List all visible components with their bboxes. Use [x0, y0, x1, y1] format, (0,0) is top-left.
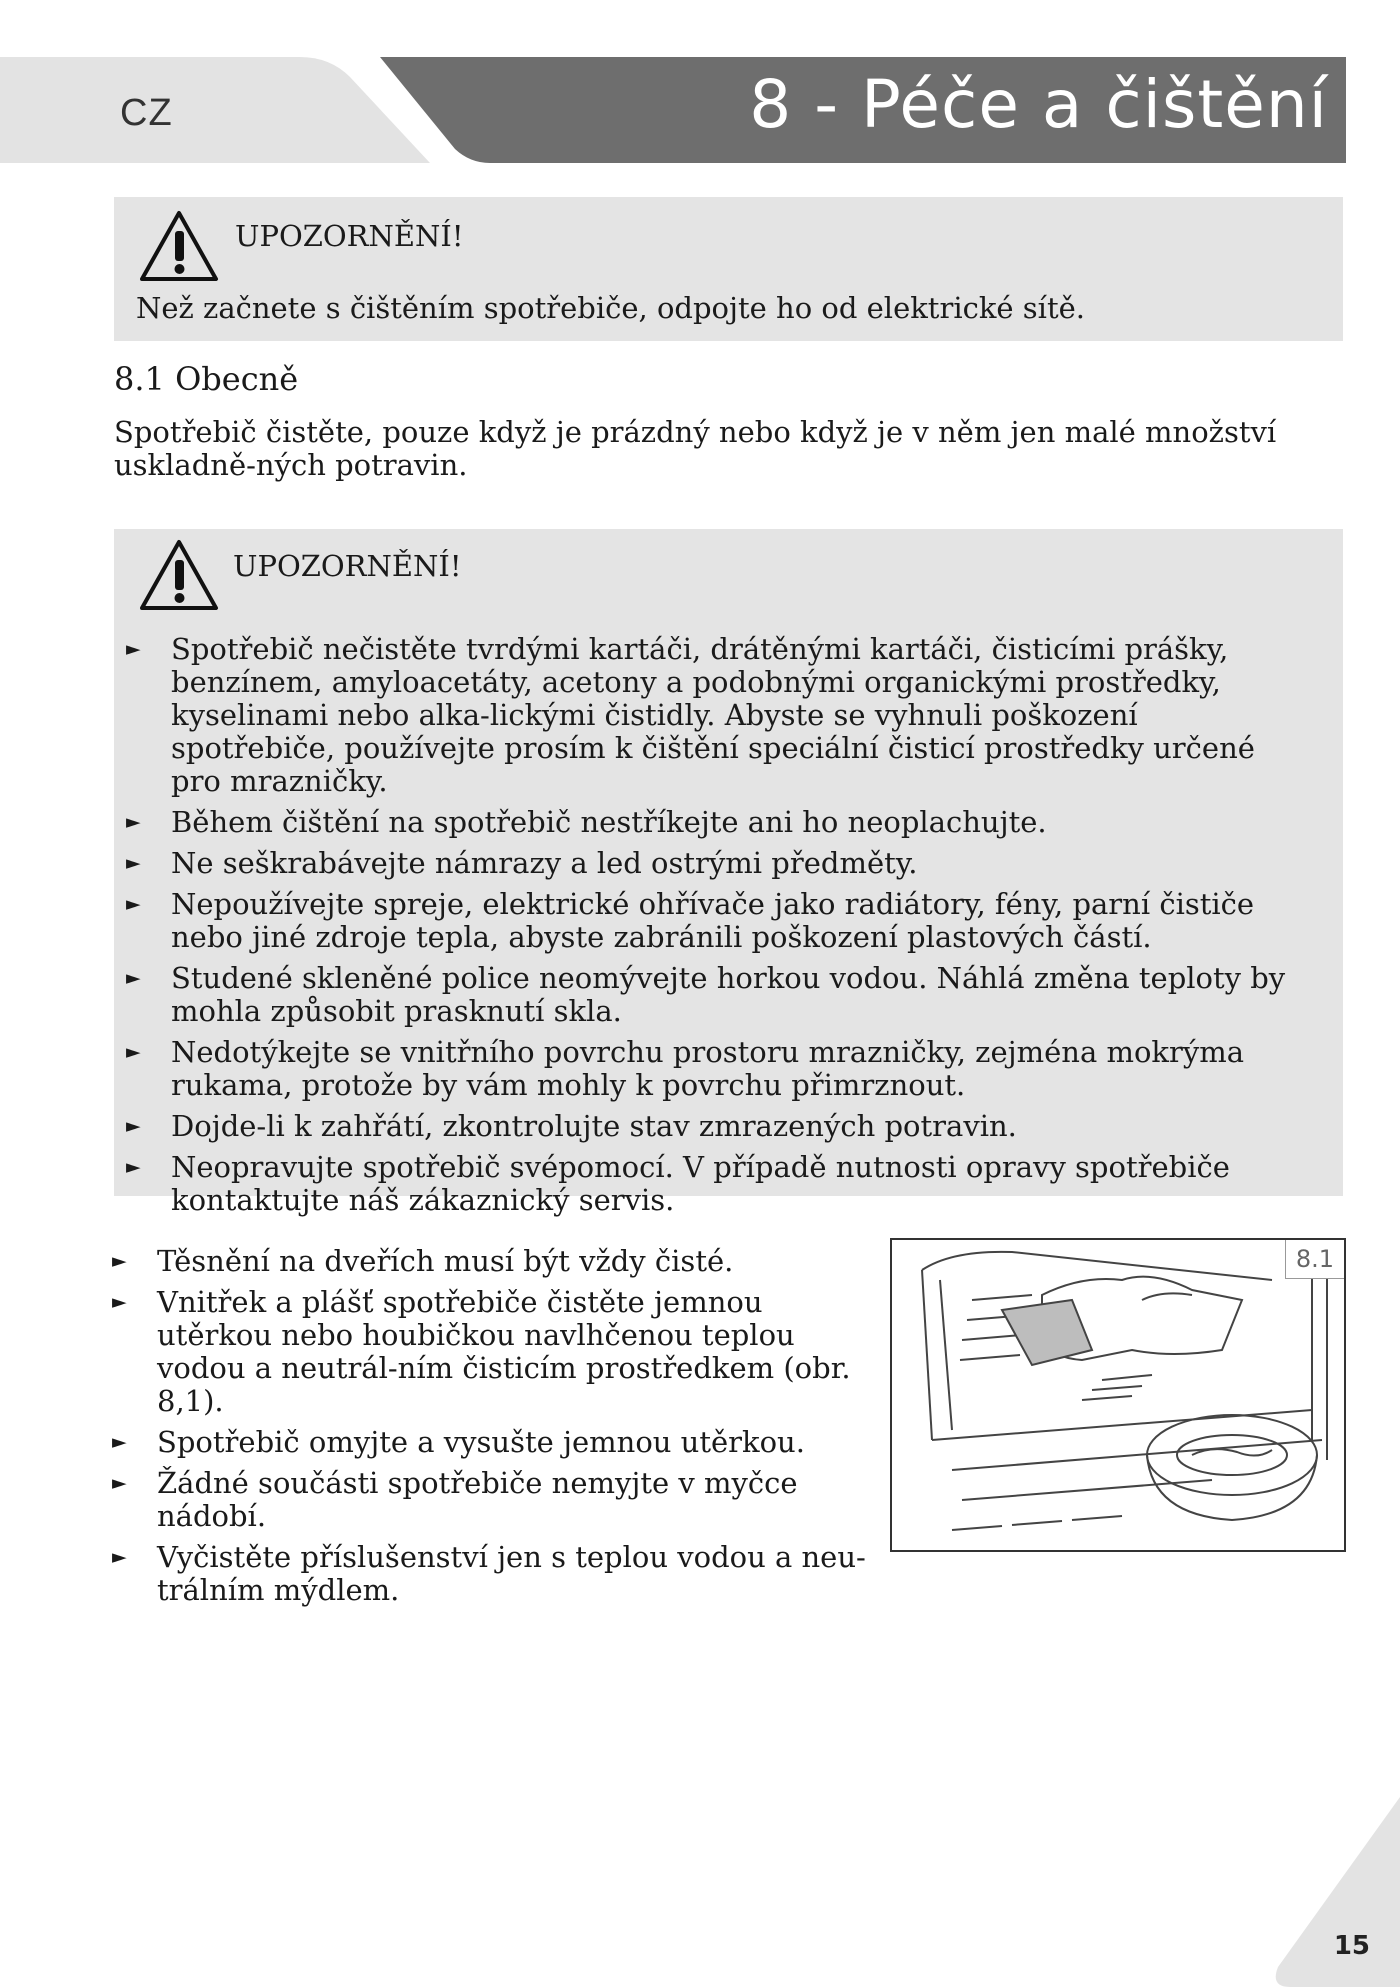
list-item: ► Žádné součásti spotřebiče nemyjte v myčce nádobí. — [100, 1467, 870, 1533]
figure-cleaning-illustration — [890, 1238, 1346, 1552]
list-item: ► Vyčistěte příslušenství jen s teplou vodou a neu-trálním mýdlem. — [100, 1541, 870, 1607]
cleaning-hand-sponge-illustration — [892, 1240, 1344, 1550]
list-item: ► Nepoužívejte spreje, elektrické ohřívače jako radiátory, fény, parní čističe nebo jiné zdroje tepla, abyste zabránili poškození plastových částí. — [114, 888, 1309, 954]
warning-list — [114, 633, 1309, 1225]
chapter-title: 8 - Péče a čištění — [749, 66, 1328, 143]
list-item: ► Dojde-li k zahřátí, zkontrolujte stav zmrazených potravin. — [114, 1110, 1309, 1143]
section-title: 8.1 Obecně — [114, 360, 299, 398]
list-item: ► Spotřebič nečistěte tvrdými kartáči, drátěnými kartáči, čisticími prášky, benzínem, amyloacetáty, acetony a podobnými organickými prostředky, kyselinami nebo alka-lickými čistidly. Abyste se vyhnuli poškození spotřebiče, používejte prosím k čištění speciální čisticí prostředky určené pro mrazničky. — [114, 633, 1309, 798]
list-item: ► Neopravujte spotřebič svépomocí. V případě nutnosti opravy spotřebiče kontaktujte náš zákaznický servis. — [114, 1151, 1309, 1217]
warning-triangle-icon — [138, 209, 220, 283]
warning-triangle-icon — [138, 538, 220, 612]
list-item: ► Spotřebič omyjte a vysušte jemnou utěrkou. — [100, 1426, 870, 1459]
warning-title: UPOZORNĚNÍ! — [233, 549, 462, 583]
cleaning-list — [100, 1245, 870, 1615]
list-item: ► Těsnění na dveřích musí být vždy čisté. — [100, 1245, 870, 1278]
list-item: ► Vnitřek a plášť spotřebiče čistěte jemnou utěrkou nebo houbičkou navlhčenou teplou vodou a neutrál-ním čisticím prostředkem (obr. 8,1). — [100, 1286, 870, 1418]
page-number: 15 — [1333, 1931, 1370, 1961]
language-code: CZ — [120, 92, 173, 134]
list-item: ► Ne seškrabávejte námrazy a led ostrými předměty. — [114, 847, 1309, 880]
list-item: ► Během čištění na spotřebič nestříkejte ani ho neoplachujte. — [114, 806, 1309, 839]
warning-box — [114, 197, 1343, 341]
header-left-tab — [0, 57, 430, 163]
list-item: ► Nedotýkejte se vnitřního povrchu prostoru mrazničky, zejména mokrýma rukama, protože by vám mohly k povrchu přimrznout. — [114, 1036, 1309, 1102]
section-paragraph: Spotřebič čistěte, pouze když je prázdný nebo když je v něm jen malé množství uskladně-ných potravin. — [114, 415, 1277, 482]
figure-label: 8.1 — [1285, 1240, 1344, 1279]
warning-text: Než začnete s čištěním spotřebiče, odpojte ho od elektrické sítě. — [136, 291, 1085, 325]
list-item: ► Studené skleněné police neomývejte horkou vodou. Náhlá změna teploty by mohla způsobit prasknutí skla. — [114, 962, 1309, 1028]
warning-title: UPOZORNĚNÍ! — [235, 219, 464, 253]
